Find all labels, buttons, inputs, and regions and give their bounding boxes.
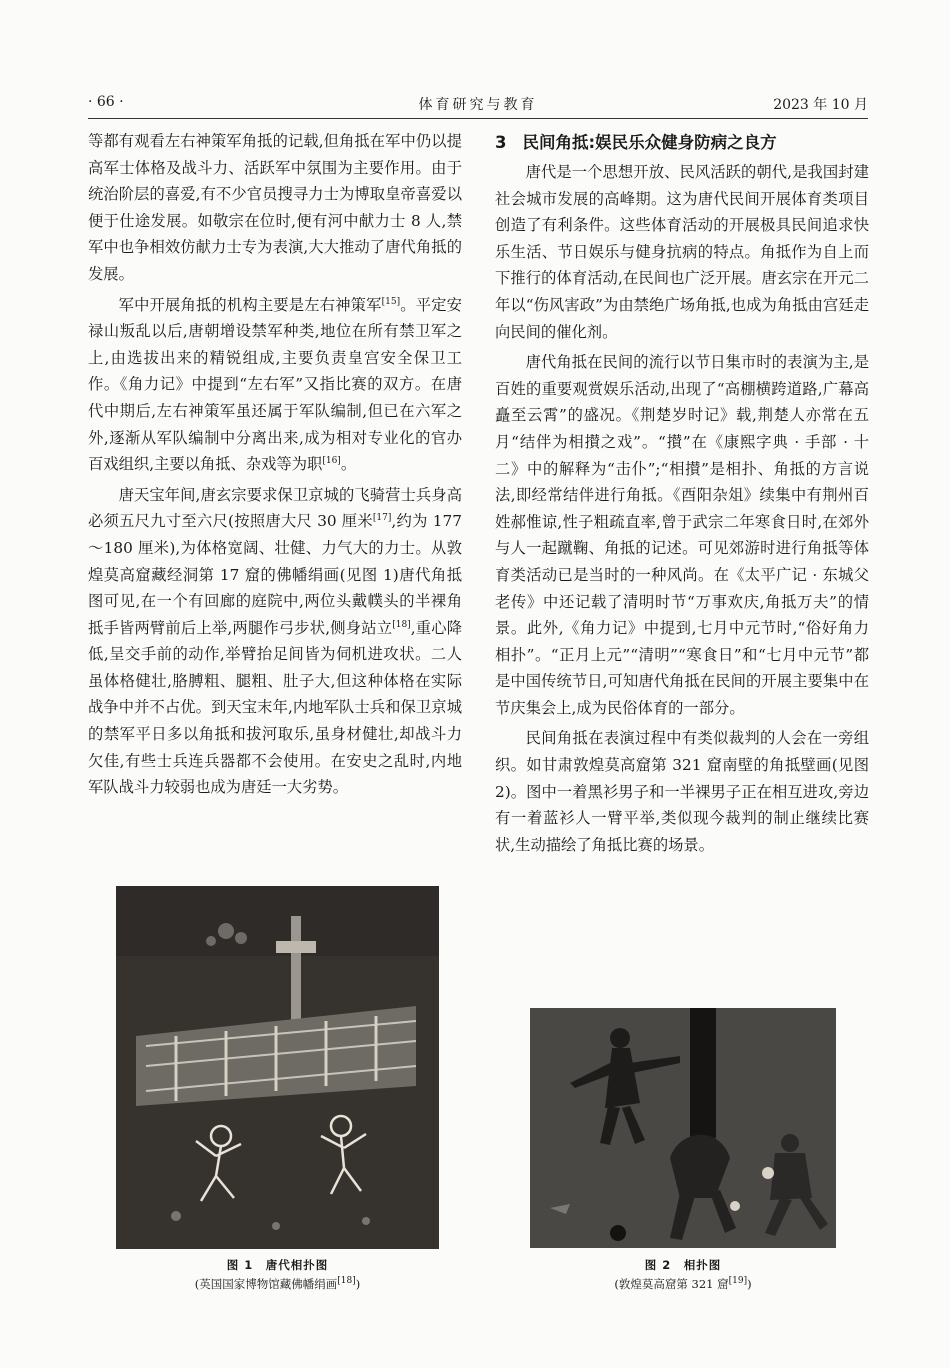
section-title: 民间角抵:娱民乐众健身防病之良方 [522,133,777,152]
right-paragraph-1: 唐代是一个思想开放、民风活跃的朝代,是我国封建社会城市发展的高峰期。这为唐代民间开展体育类项目创造了有利条件。这些体育活动的开展极具民间追求快乐生活、节日娱乐与健身抗病的特点。角抵作为自上而下推行的体育活动,在民间也广泛开展。唐玄宗在开元二年以“伤风害政”为由禁绝广场角抵,也成为角抵由宫廷走向民间的催化剂。 [495,163,869,341]
page-header [88,94,868,116]
citation-16: [16] [322,456,341,467]
citation-19: [19] [728,1276,748,1287]
right-column [495,128,869,862]
right-paragraph-2: 唐代角抵在民间的流行以节日集市时的表演为主,是百姓的重要观赏娱乐活动,出现了“高棚横跨道路,广幕高矗至云霄”的盛况。《荆楚岁时记》载,荆楚人亦常在五月“结伴为相攅之戏”。“攅”在《康熙字典 · 手部 · 十二》中的解释为“击仆”;“相攅”是相扑、角抵的方言说法,即经常结伴进行角抵。《酉阳杂俎》续集中有荆州百姓郝惟谅,性子粗疏直率,曾于武宗二年寒食日时,在郊外与人一起蹴鞠、角抵的记述。可见郊游时进行角抵等体育类活动已是当时的一种风尚。在《太平广记 · 东城父老传》中还记载了清明时节“万事欢庆,角抵万夫”的情景。此外,《角力记》中提到,七月中元节时,“俗好角力相扑”。“正月上元”“清明”“寒食日”和“七月中元节”都是中国传统节日,可知唐代角抵在民间的开展主要集中在节庆集会上,成为民俗体育的一部分。 [495,353,869,717]
left-paragraph-3: 唐天宝年间,唐玄宗要求保卫京城的飞骑营士兵身高必须五尺九寸至六尺(按照唐大尺 30 厘米[17],约为 177～180 厘米),为体格宽阔、壮健、力气大的力士。从敦煌莫高窟藏经洞第 17 窟的佛幡绢画(见图 1)唐代角抵图可见,在一个有回廊的庭院中,两位头戴幞头的半裸角抵手皆两臂前后上举,两腿作弓步状,侧身站立[18],重心降低,呈交手前的动作,举臂抬足间皆为伺机进攻状。二人虽体格健壮,胳膊粗、腿粗、肚子大,但这种体格在实际战争中并不占优。到天宝末年,内地军队士兵和保卫京城的禁军平日多以角抵和拔河取乐,虽身材健壮,却战斗力欠佳,有些士兵连兵器都不会使用。在安史之乱时,内地军队战斗力较弱也成为唐廷一大劣势。 [88,485,462,797]
figure-1-source: (英国国家博物馆藏佛幡绢画[18]) [194,1276,361,1291]
left-paragraph-2: 军中开展角抵的机构主要是左右神策军[15]。平定安禄山叛乱以后,唐朝增设禁军种类,地位在所有禁卫军之上,由选拔出来的精锐组成,主要负责皇宫安全保卫工作。《角力记》中提到“左右军”又指比赛的双方。在唐代中期后,左右神策军虽还属于军队编制,但已在六军之外,逐渐从军队编制中分离出来,成为相对专业化的官办百戏组织,主要以角抵、杂戏等为职[16]。 [88,295,462,474]
section-number: 3 [495,133,507,152]
figure-1-title: 图 1 唐代相扑图 [226,1258,329,1272]
figure-2-title: 图 2 相扑图 [644,1258,722,1272]
figure-2-caption [530,1256,836,1294]
citation-18: [18] [392,619,411,630]
citation-18-fig: [18] [337,1276,356,1287]
figure-2-source: (敦煌莫高窟第 321 窟[19]) [614,1276,752,1291]
citation-17: [17] [372,513,392,524]
left-column [88,128,462,805]
figure-1-caption [116,1256,439,1294]
right-paragraph-3: 民间角抵在表演过程中有类似裁判的人会在一旁组织。如甘肃敦煌莫高窟第 321 窟南壁的角抵壁画(见图 2)。图中一着黑衫男子和一半裸男子正在相互进攻,旁边有一着蓝衫人一臂平举,类似现今裁判的制止继续比赛状,生动描绘了角抵比赛的场景。 [495,729,869,854]
left-paragraph-1: 等都有观看左右神策军角抵的记载,但角抵在军中仍以提高军士体格及战斗力、活跃军中氛围为主要作用。由于统治阶层的喜爱,有不少官员搜寻力士为博取皇帝喜爱以便于仕途发展。如敬宗在位时,便有河中献力士 8 人,禁军中也争相效仿献力士专为表演,大大推动了唐代角抵的发展。 [88,132,462,283]
journal-title: 体育研究与教育 [418,97,538,113]
page-number: · 66 · [88,94,124,110]
figure-1-image [116,886,439,1249]
header-rule [88,118,868,119]
issue-date: 2023 年 10 月 [773,97,868,113]
section-heading [495,130,869,156]
figure-2-image [530,1008,836,1248]
citation-15: [15] [381,296,401,307]
